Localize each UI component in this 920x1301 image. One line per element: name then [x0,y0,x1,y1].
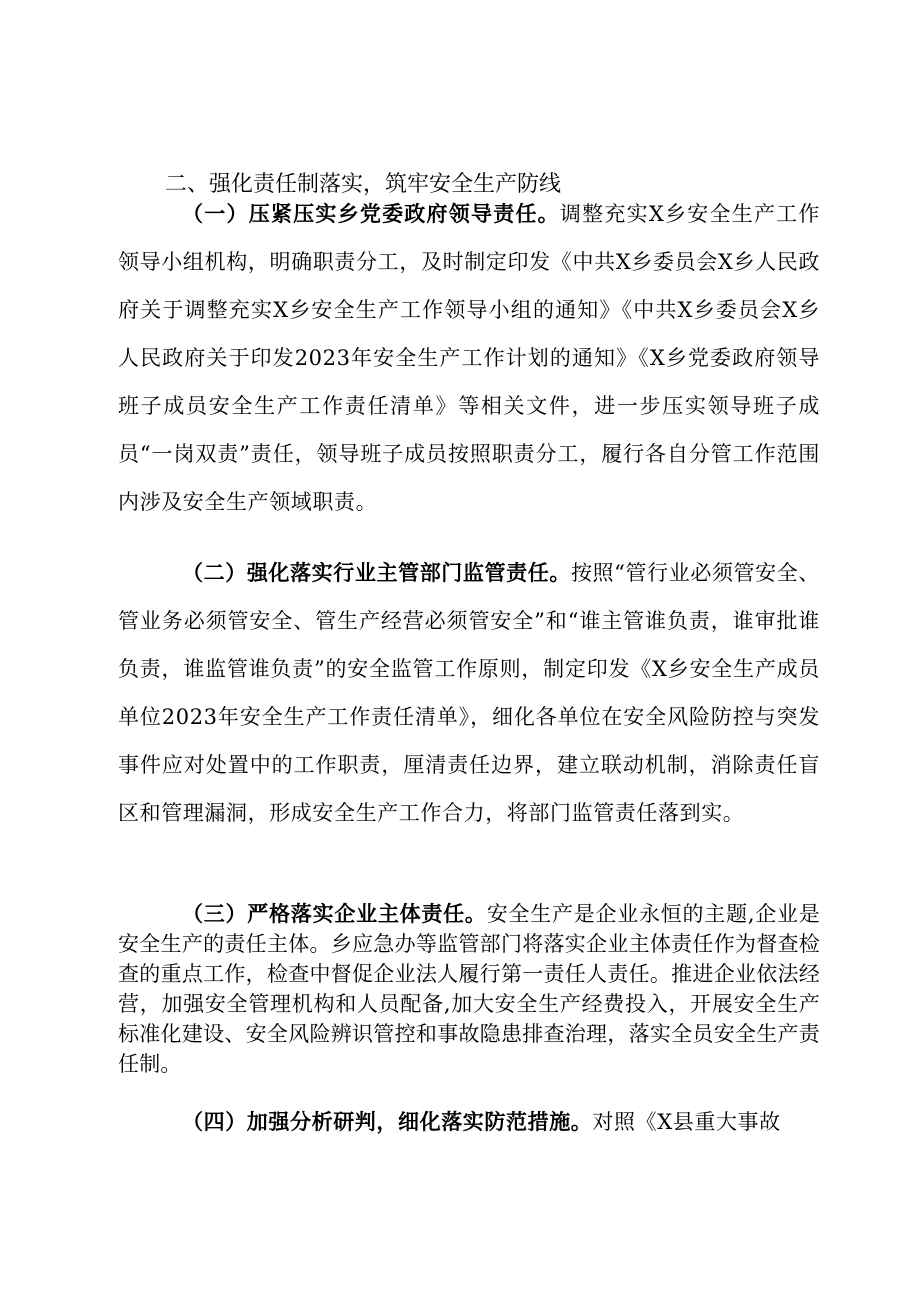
paragraph-lead: （四）加强分析研判，细化落实防范措施。 [182,1109,593,1134]
paragraph-leadership-responsibility [118,190,820,526]
paragraph-lead: （二）强化落实行业主管部门监管责任。 [182,560,571,585]
section-heading: 二、强化责任制落实，筑牢安全生产防线 [165,172,562,197]
paragraph-lead: （三）严格落实企业主体责任。 [182,901,487,926]
paragraph-body: 按照“管行业必须管安全、管业务必须管安全、管生产经营必须管安全”和“谁主管谁负责，谁审批谁负责，谁监管谁负责”的安全监管工作原则，制定印发《X乡安全生产成员单位2023年安全生产工作责任清单》，细化各单位在安全风险防控与突发事件应对处置中的工作职责，厘清责任边界，建立联动机制，消除责任盲区和管理漏洞，形成安全生产工作合力，将部门监管责任落到实。 [118,561,820,825]
paragraph-lead: （一）压紧压实乡党委政府领导责任。 [182,201,560,226]
paragraph-body: 安全生产是企业永恒的主题,企业是安全生产的责任主体。乡应急办等监管部门将落实企业主体责任作为督查检查的重点工作，检查中督促企业法人履行第一责任人责任。推进企业依法经营，加强安全管理机构和人员配备,加大安全生产经费投入，开展安全生产标准化建设、安全风险辨识管控和事故隐患排查治理，落实全员安全生产责任制。 [118,902,820,1076]
paragraph-risk-analysis [118,1098,820,1146]
paragraph-enterprise-responsibility [118,899,820,1079]
paragraph-body: 对照《X县重大事故 [592,1110,781,1134]
paragraph-supervision-responsibility [118,549,820,837]
paragraph-body: 调整充实X乡安全生产工作领导小组机构，明确职责分工，及时制定印发《中共X乡委员会X乡人民政府关于调整充实X乡安全生产工作领导小组的通知》《中共X乡委员会X乡人民政府关于印发2023年安全生产工作计划的通知》《X乡党委政府领导班子成员安全生产工作责任清单》等相关文件，进一步压实领导班子成员“一岗双责”责任，领导班子成员按照职责分工，履行各自分管工作范围内涉及安全生产领域职责。 [118,202,821,514]
